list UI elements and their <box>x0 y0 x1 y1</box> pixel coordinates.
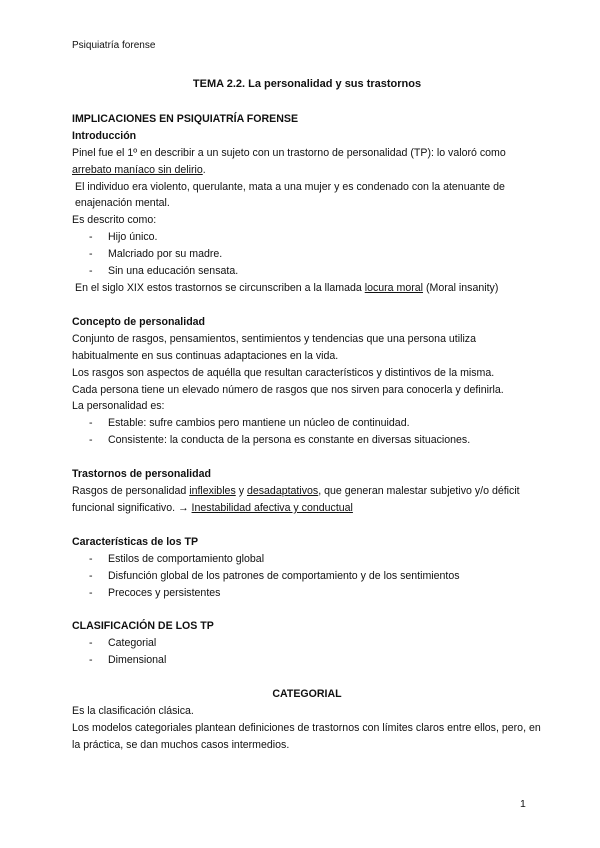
list-descripcion <box>72 229 542 280</box>
list-item: - Categorial <box>72 635 542 652</box>
list-item: - Hijo único. <box>72 229 542 246</box>
list-item: - Estilos de comportamiento global <box>72 551 542 568</box>
underlined-term: locura moral <box>364 281 424 294</box>
list-item: - Malcriado por su madre. <box>72 246 542 263</box>
paragraph-trastornos: Rasgos de personalidad inflexibles y desadaptativos, que generan malestar subjetivo y/o déficit funcional significativo. → Inestabilidad afectiva y conductual <box>72 485 520 514</box>
underlined-term: arrebato maníaco sin delirio <box>72 163 203 176</box>
subheading-caracteristicas: Características de los TP <box>72 535 199 548</box>
text: . <box>202 163 206 176</box>
dash-bullet: - <box>89 637 93 650</box>
paragraph-individuo: El individuo era violento, querulante, mata a una mujer y es condenado con la atenuante de enajenación mental. <box>75 180 505 210</box>
list-item: - Precoces y persistentes <box>72 585 542 602</box>
paragraph: Los rasgos son aspectos de aquélla que resultan característicos y distintivos de la misma. <box>72 366 495 379</box>
subheading-introduccion: Introducción <box>72 129 137 142</box>
dash-bullet: - <box>89 417 93 430</box>
paragraph: La personalidad es: <box>72 400 165 413</box>
page-number: 1 <box>520 798 526 810</box>
paragraph-pinel <box>72 145 542 179</box>
underlined-term: inflexibles <box>189 485 236 498</box>
paragraph: Los modelos categoriales plantean definiciones de trastornos con límites claros entre ellos, pero, en la práctica, se dan muchos casos intermedios. <box>72 722 541 751</box>
paragraph: Es la clasificación clásica. <box>72 705 194 718</box>
section-heading-implicaciones: IMPLICACIONES EN PSIQUIATRÍA FORENSE <box>72 112 299 125</box>
list-item: - Consistente: la conducta de la persona es constante en diversas situaciones. <box>72 432 542 449</box>
underlined-term: Inestabilidad afectiva y conductual <box>191 501 353 514</box>
subheading-trastornos: Trastornos de personalidad <box>72 468 211 481</box>
dash-bullet: - <box>89 654 93 667</box>
paragraph: Cada persona tiene un elevado número de rasgos que nos sirven para conocerla y definirla. <box>72 383 504 396</box>
dash-bullet: - <box>89 231 93 244</box>
dash-bullet: - <box>89 265 93 278</box>
paragraph-descrito: Es descrito como: <box>72 214 157 227</box>
paragraph-siglo-xix: En el siglo XIX estos trastornos se circunscriben a la llamada locura moral (Moral insanity) <box>75 281 499 294</box>
list-item: - Sin una educación sensata. <box>72 263 542 280</box>
dash-bullet: - <box>89 586 93 599</box>
page-header: Psiquiatría forense <box>72 40 156 51</box>
list-personalidad <box>72 415 542 449</box>
list-clasificacion <box>72 635 542 669</box>
paragraph: Conjunto de rasgos, pensamientos, sentimientos y tendencias que una persona utiliza habitualmente en sus continuas adaptaciones en la vida. <box>72 332 476 362</box>
dash-bullet: - <box>89 569 93 582</box>
section-heading-clasificacion: CLASIFICACIÓN DE LOS TP <box>72 620 214 633</box>
list-item: - Dimensional <box>72 652 542 669</box>
text: Pinel fue el 1º en describir a un sujeto con un trastorno de personalidad (TP): lo valoró como <box>72 146 506 159</box>
document-body <box>72 76 542 754</box>
list-item: - Disfunción global de los patrones de comportamiento y de los sentimientos <box>72 568 542 585</box>
document-title: TEMA 2.2. La personalidad y sus trastornos <box>192 78 422 90</box>
dash-bullet: - <box>89 434 93 447</box>
dash-bullet: - <box>89 248 93 261</box>
underlined-term: desadaptativos <box>246 485 319 498</box>
list-caracteristicas <box>72 551 542 602</box>
section-heading-categorial: CATEGORIAL <box>272 688 342 701</box>
subheading-concepto: Concepto de personalidad <box>72 315 206 328</box>
list-item: - Estable: sufre cambios pero mantiene un núcleo de continuidad. <box>72 415 542 432</box>
dash-bullet: - <box>89 552 93 565</box>
